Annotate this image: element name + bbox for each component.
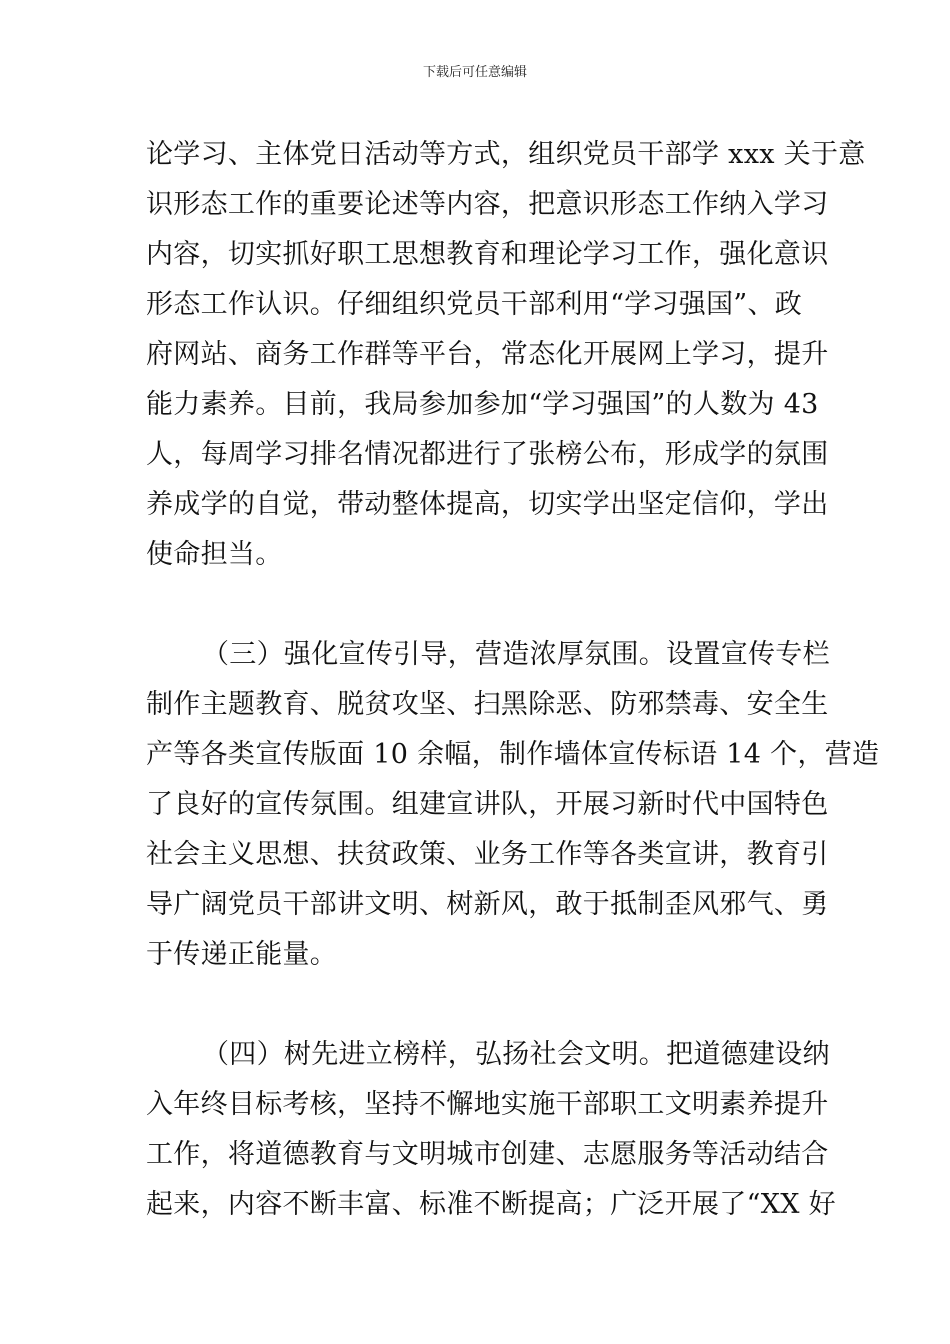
paragraph-3-line-4: 起来，内容不断丰富、标准不断提高；广泛开展了“XX 好 — [146, 1189, 836, 1220]
paragraph-3-line-1: （四）树先进立榜样，弘扬社会文明。把道德建设纳 — [202, 1039, 830, 1070]
paragraph-1-line-8: 养成学的自觉，带动整体提高，切实学出坚定信仰，学出 — [146, 489, 829, 520]
paragraph-1-line-2: 识形态工作的重要论述等内容，把意识形态工作纳入学习 — [146, 189, 829, 220]
paragraph-3-line-2: 入年终目标考核，坚持不懈地实施干部职工文明素养提升 — [146, 1089, 829, 1120]
paragraph-2-line-4: 了良好的宣传氛围。组建宣讲队，开展习新时代中国特色 — [146, 789, 829, 820]
paragraph-spacer — [146, 580, 816, 630]
paragraph-3-line-3: 工作，将道德教育与文明城市创建、志愿服务等活动结合 — [146, 1139, 829, 1170]
paragraph-1-line-9: 使命担当。 — [146, 539, 283, 570]
paragraph-2-line-5: 社会主义思想、扶贫政策、业务工作等各类宣讲，教育引 — [146, 839, 829, 870]
paragraph-2-line-2: 制作主题教育、脱贫攻坚、扫黑除恶、防邪禁毒、安全生 — [146, 689, 829, 720]
paragraph-2-line-1: （三）强化宣传引导，营造浓厚氛围。设置宣传专栏 — [202, 639, 830, 670]
paragraph-1-line-7: 人，每周学习排名情况都进行了张榜公布，形成学的氛围 — [146, 439, 829, 470]
paragraph-2-line-6: 导广阔党员干部讲文明、树新风，敢于抵制歪风邪气、勇 — [146, 889, 829, 920]
paragraph-1-line-3: 内容，切实抓好职工思想教育和理论学习工作，强化意识 — [146, 239, 829, 270]
document-body — [146, 130, 880, 1230]
paragraph-1-line-1: 论学习、主体党日活动等方式，组织党员干部学 xxx 关于意 — [146, 139, 866, 170]
paragraph-2-line-3: 产等各类宣传版面 10 余幅，制作墙体宣传标语 14 个，营造 — [146, 739, 880, 770]
page-header: 下载后可任意编辑 — [422, 65, 527, 80]
paragraph-1-line-4: 形态工作认识。仔细组织党员干部利用“学习强国”、政 — [146, 289, 803, 320]
paragraph-spacer — [146, 980, 816, 1030]
paragraph-2-line-7: 于传递正能量。 — [146, 939, 338, 970]
paragraph-1-line-5: 府网站、商务工作群等平台，常态化开展网上学习，提升 — [146, 339, 829, 370]
paragraph-1-line-6: 能力素养。目前，我局参加参加“学习强国”的人数为 43 — [146, 389, 819, 420]
